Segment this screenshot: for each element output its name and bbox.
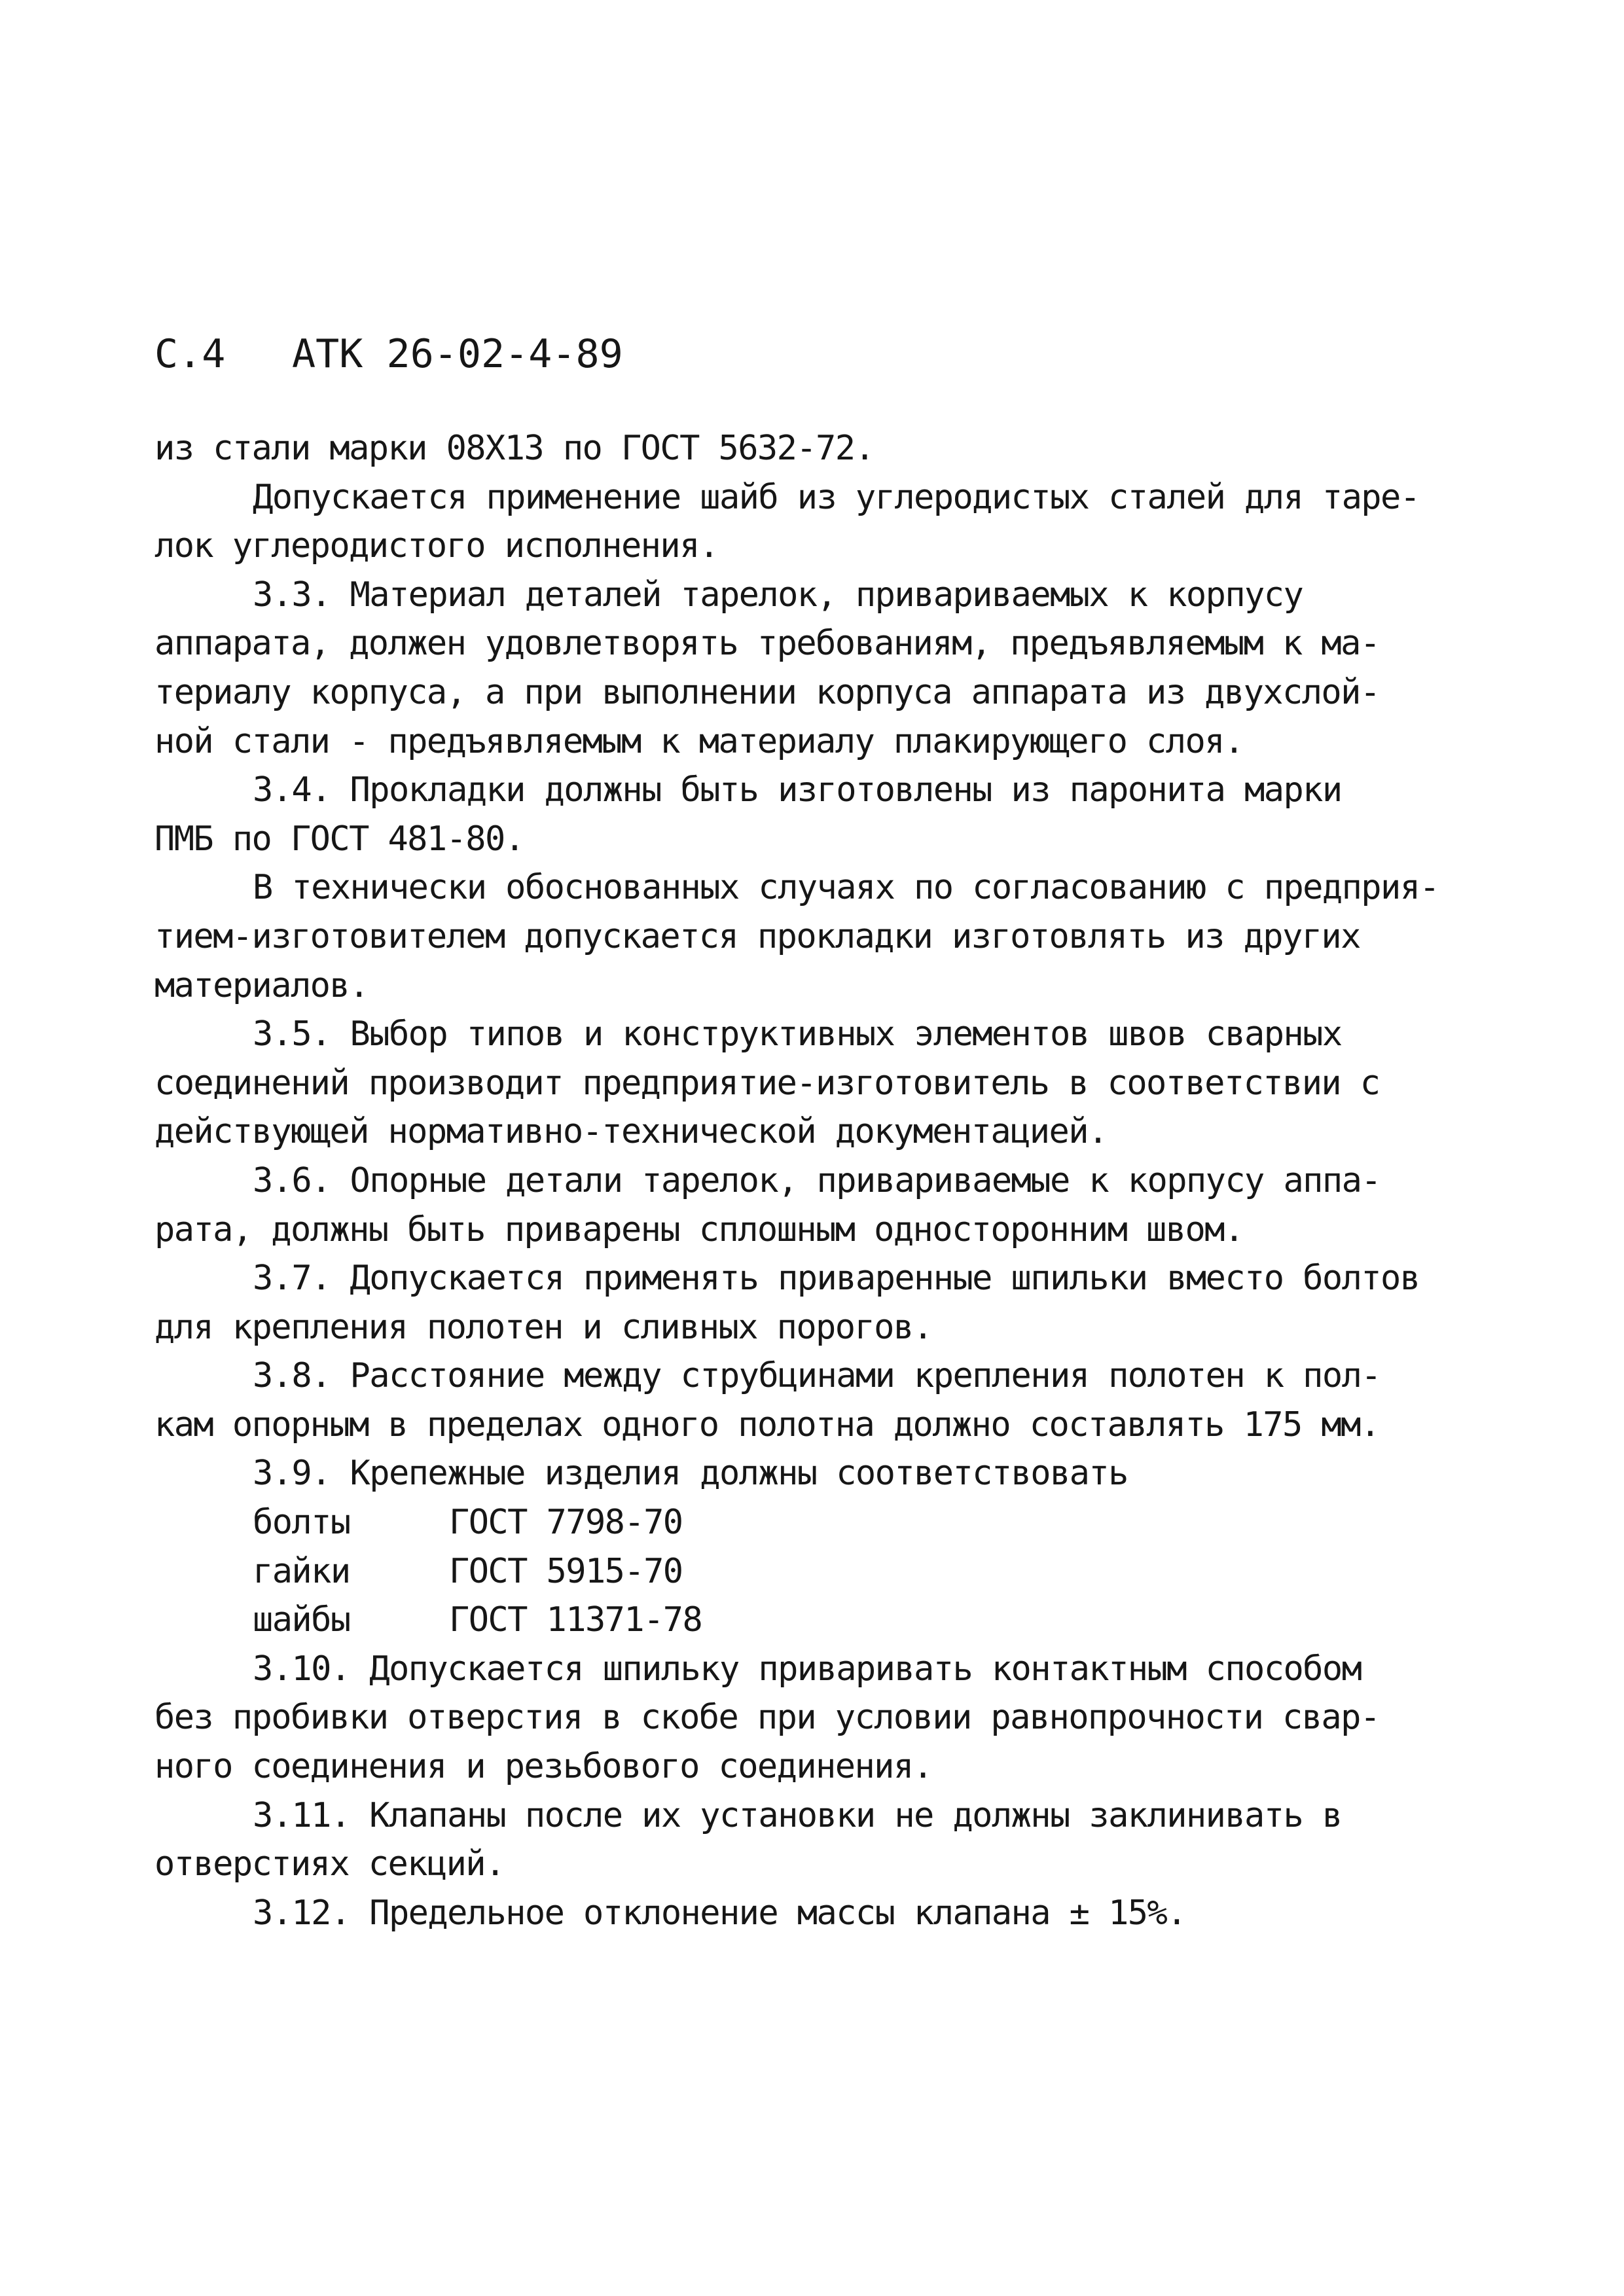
clause-3-8: 3.8. Расстояние между струбцинами крепления полотен к пол- [253,1356,1380,1396]
text-line: отверстиях секций. [154,1844,505,1884]
text-line: действующей нормативно-технической документацией. [154,1112,1108,1152]
text-line: аппарата, должен удовлетворять требованиям, предъявляемым к ма- [154,624,1380,664]
document-code: АТК 26-02-4-89 [292,331,623,377]
fastener-item: болты [253,1503,350,1543]
fastener-standard: ГОСТ 7798-70 [449,1503,683,1543]
fastener-item: гайки [253,1551,350,1591]
clause-3-12: 3.12. Предельное отклонение массы клапана ± 15%. [253,1893,1186,1933]
text-line: материалов. [154,965,369,1005]
text-line: тием-изготовителем допускается прокладки изготовлять из других [154,916,1360,956]
clause-3-3: 3.3. Материал деталей тарелок, привариваемых к корпусу [253,575,1303,615]
text-line: рата, должны быть приварены сплошным односторонним швом. [154,1210,1244,1249]
fastener-row [154,1498,1483,1547]
clause-3-5: 3.5. Выбор типов и конструктивных элементов швов сварных [253,1014,1342,1054]
clause-3-11: 3.11. Клапаны после их установки не должны заклинивать в [253,1795,1342,1835]
text-line: соединений производит предприятие-изготовитель в соответствии с [154,1063,1380,1103]
text-line: без пробивки отверстия в скобе при условии равнопрочности свар- [154,1698,1380,1738]
clause-3-7: 3.7. Допускается применять приваренные шпильки вместо болтов [253,1259,1420,1299]
clause-3-10: 3.10. Допускается шпильку приваривать контактным способом [253,1649,1362,1689]
text-line: для крепления полотен и сливных порогов. [154,1307,933,1347]
document-body [154,424,1483,1937]
text-line: териалу корпуса, а при выполнении корпуса аппарата из двухслой- [154,672,1380,712]
fastener-list [154,1498,1483,1645]
page-number: С.4 [154,331,226,377]
fastener-standard: ГОСТ 5915-70 [449,1551,683,1591]
fastener-standard: ГОСТ 11371-78 [449,1600,702,1640]
text-line: В технически обоснованных случаях по согласованию с предприя- [253,868,1439,908]
fastener-row [154,1596,1483,1645]
clause-3-6: 3.6. Опорные детали тарелок, привариваемые к корпусу аппа- [253,1160,1380,1200]
text-line: из стали марки 08Х13 по ГОСТ 5632-72. [154,429,875,468]
text-line: кам опорным в пределах одного полотна должно составлять 175 мм. [154,1405,1380,1444]
clause-3-4: 3.4. Прокладки должны быть изготовлены из паронита марки [253,770,1342,810]
page-header [154,331,623,378]
text-line: ного соединения и резьбового соединения. [154,1747,933,1787]
clause-3-9: 3.9. Крепежные изделия должны соответствовать [253,1454,1128,1494]
text-line: Допускается применение шайб из углеродистых сталей для таре- [253,477,1420,517]
fastener-row [154,1547,1483,1596]
text-line: ной стали - предъявляемым к материалу плакирующего слоя. [154,721,1244,761]
fastener-item: шайбы [253,1600,350,1640]
text-line: лок углеродистого исполнения. [154,526,719,566]
text-line: ПМБ по ГОСТ 481-80. [154,819,524,859]
